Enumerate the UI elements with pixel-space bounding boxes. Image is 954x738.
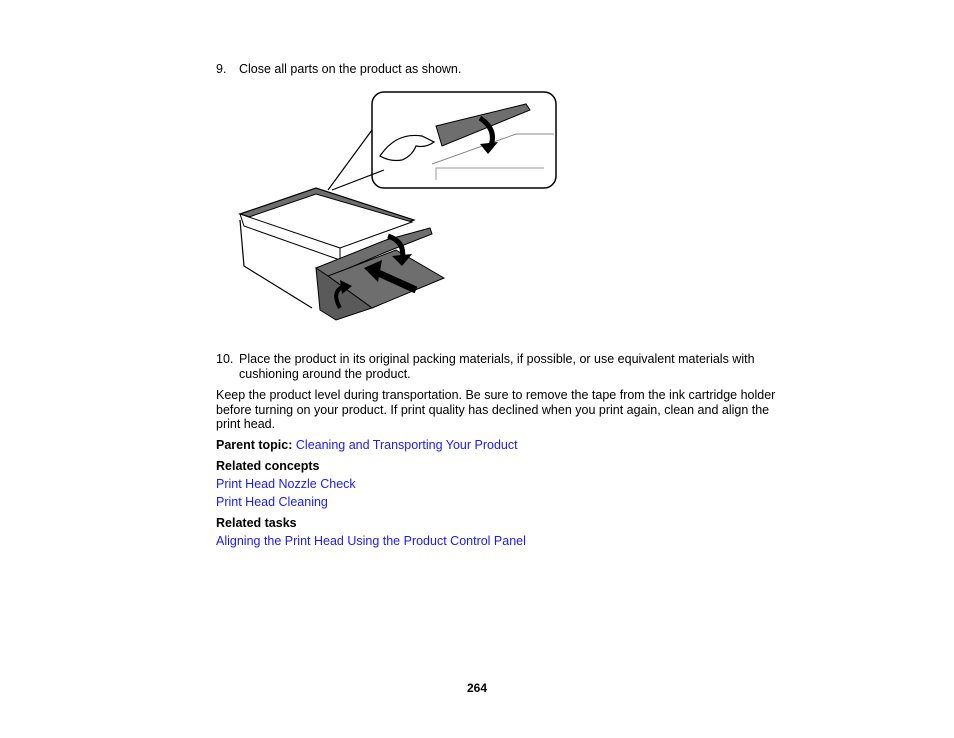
printer-illustration-svg [236,90,560,322]
step-text: Close all parts on the product as shown. [239,62,462,76]
parent-topic-label: Parent topic: [216,438,293,452]
paragraph-line: before turning on your product. If print quality has declined when you print again, clean and align the [216,402,770,417]
step-text-line: Place the product in its original packing materials, if possible, or use equivalent materials with [239,352,755,366]
printer-closing-illustration [236,90,560,322]
step-number: 9. [216,62,227,76]
aligning-print-head-link[interactable]: Aligning the Print Head Using the Product Control Panel [216,534,526,548]
page-number: 264 [466,681,488,695]
parent-topic [216,438,518,452]
step-number: 10. [216,352,234,366]
print-head-cleaning-link[interactable]: Print Head Cleaning [216,495,328,509]
print-head-nozzle-check-link[interactable]: Print Head Nozzle Check [216,477,356,491]
related-tasks-heading: Related tasks [216,516,297,530]
step-text-line: cushioning around the product. [239,367,411,381]
callout-pointer [328,130,372,190]
paragraph-line: print head. [216,417,276,431]
parent-topic-link[interactable]: Cleaning and Transporting Your Product [295,438,518,452]
paragraph-line: Keep the product level during transportation. Be sure to remove the tape from the ink cartridge holder [216,388,776,402]
related-concepts-heading: Related concepts [216,459,320,473]
transport-paragraph [216,388,836,432]
